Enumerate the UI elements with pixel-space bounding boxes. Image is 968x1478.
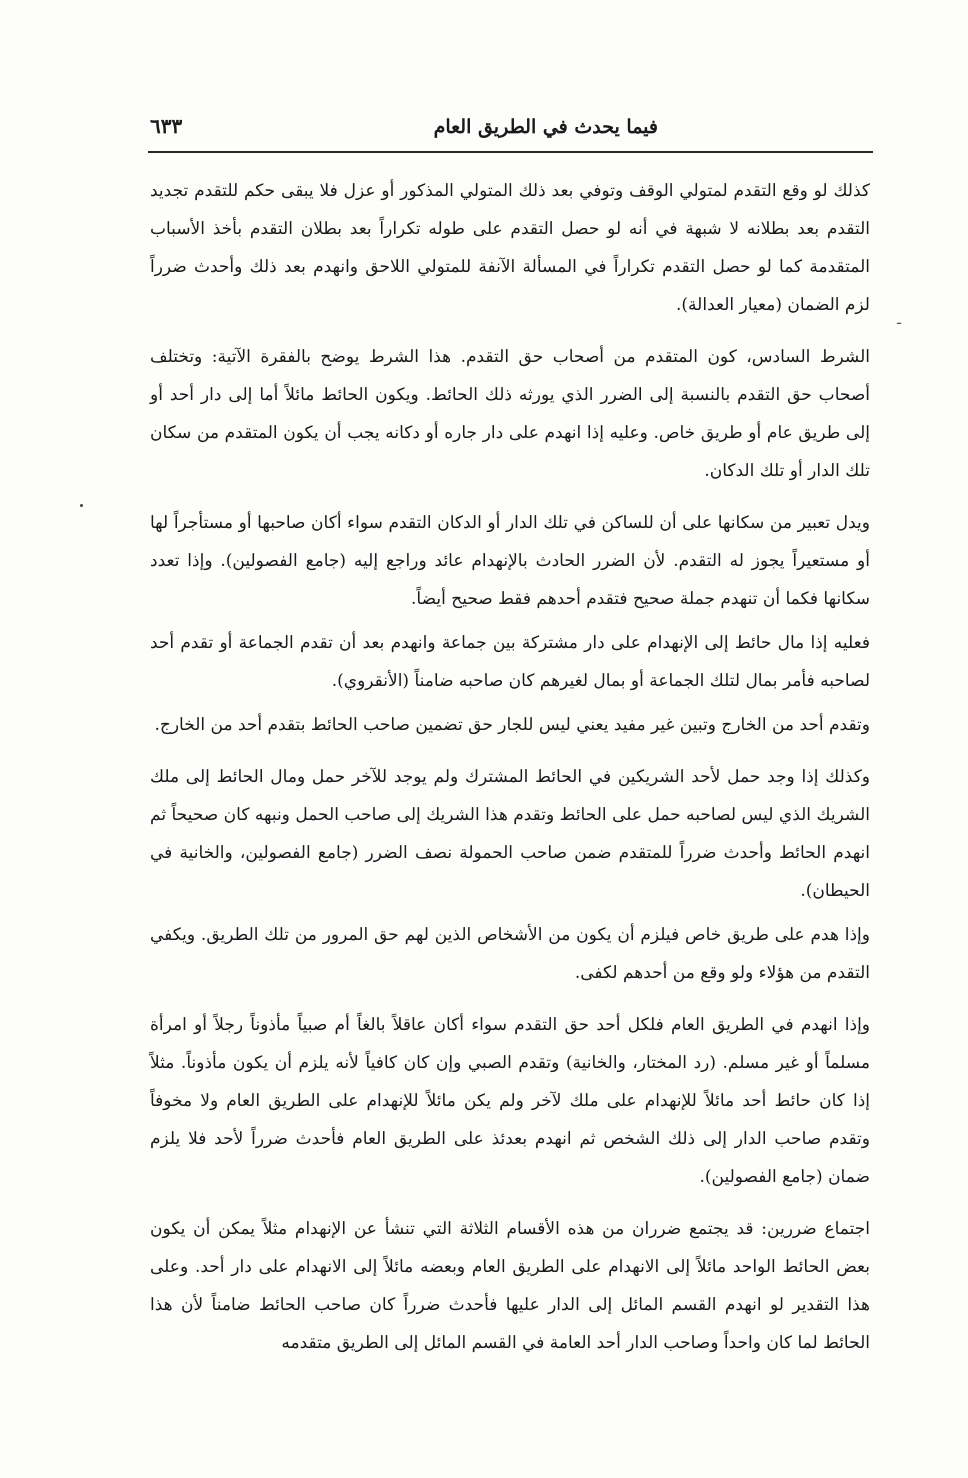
- paragraph: وكذلك إذا وجد حمل لأحد الشريكين في الحائط المشترك ولم يوجد للآخر حمل ومال الحائط إلى ملك الشريك الذي ليس لصاحبه حمل على الحائط وتقدم هذا الشريك إلى صاحب الحمل ونبهه كان صحيحاً ثم انهدم الحائط وأحدث ضرراً للمتقدم ضمن صاحب الحمولة نصف الضرر (جامع الفصولين، والخانية في الحيطان).: [150, 767, 870, 901]
- paragraph: كذلك لو وقع التقدم لمتولي الوقف وتوفي بعد ذلك المتولي المذكور أو عزل فلا يبقى حكم للتقدم تجديد التقدم بعد بطلانه لا شبهة في أنه لو حصل التقدم على طوله تكراراً بعد بطلان التقدم بأخذ الأسباب المتقدمة كما لو حصل التقدم تكراراً في المسألة الآنفة للمتولي اللاحق وانهدم بعد ذلك وأحدث ضرراً لزم الضمان (معيار العدالة).: [150, 181, 870, 315]
- paragraph: الشرط السادس، كون المتقدم من أصحاب حق التقدم. هذا الشرط يوضح بالفقرة الآتية: وتختلف أصحاب حق التقدم بالنسبة إلى الضرر الذي يورثه ذلك الحائط. ويكون الحائط مائلاً أما إلى دار أحد أو إلى طريق عام أو طريق خاص. وعليه إذا انهدم على دار جاره أو دكانه يجب أن يكون المتقدم من سكان تلك الدار أو تلك الدكان.: [150, 347, 870, 481]
- paragraph: وتقدم أحد من الخارج وتبين غير مفيد يعني ليس للجار حق تضمين صاحب الحائط بتقدم أحد من الخارج.: [154, 715, 870, 735]
- body-text: [150, 172, 870, 1362]
- running-title: فيما يحدث في الطريق العام: [433, 116, 658, 138]
- header-rule: [148, 151, 873, 153]
- paragraph: وإذا انهدم في الطريق العام فلكل أحد حق التقدم سواء أكان عاقلاً بالغاً أم صبياً مأذوناً رجلاً أو امرأة مسلماً أو غير مسلم. (رد المختار، والخانية) وتقدم الصبي وإن كان كافياً لأنه يلزم أن يكون مأذوناً. مثلاً إذا كان حائط أحد مائلاً للإنهدام على ملك لآخر ولم يكن مائلاً للإنهدام على الطريق العام ولا مخوفاً وتقدم صاحب الدار إلى ذلك الشخص ثم انهدم بعدئذ على الطريق العام فأحدث ضرراً لأحد فلا يلزم ضمان (جامع الفصولين).: [150, 1015, 870, 1187]
- paragraph: اجتماع ضررين: قد يجتمع ضرران من هذه الأقسام الثلاثة التي تنشأ عن الإنهدام مثلاً يمكن أن يكون بعض الحائط الواحد مائلاً إلى الانهدام على الطريق العام وبعضه مائلاً إلى الانهدام على دار أحد. وعلى هذا التقدير لو انهدم القسم المائل إلى الدار عليها فأحدث ضرراً كان صاحب الحائط ضامناً لأن هذا الحائط لما كان واحداً وصاحب الدار أحد العامة في القسم المائل إلى الطريق متقدمه: [150, 1219, 870, 1353]
- paragraph: فعليه إذا مال حائط إلى الإنهدام على دار مشتركة بين جماعة وانهدم بعد أن تقدم الجماعة أو تقدم أحد لصاحبه فأمر بمال لتلك الجماعة أو بمال لغيرهم كان صاحبه ضامناً (الأنقروي).: [150, 633, 870, 691]
- page-number: ٦٣٣: [150, 114, 183, 138]
- ink-speck: [80, 504, 83, 507]
- margin-mark: ـ: [897, 312, 902, 328]
- page-header: [148, 108, 873, 152]
- paragraph: وإذا هدم على طريق خاص فيلزم أن يكون من الأشخاص الذين لهم حق المرور من تلك الطريق. ويكفي التقدم من هؤلاء ولو وقع من أحدهم لكفى.: [150, 925, 870, 983]
- paragraph: ويدل تعبير من سكانها على أن للساكن في تلك الدار أو الدكان التقدم سواء أكان صاحبها أو مستأجراً لها أو مستعيراً يجوز له التقدم. لأن الضرر الحادث بالإنهدام عائد وراجع إليه (جامع الفصولين). وإذا تعدد سكانها فكما أن تنهدم جملة صحيح فتقدم أحدهم فقط صحيح أيضاً.: [150, 513, 870, 609]
